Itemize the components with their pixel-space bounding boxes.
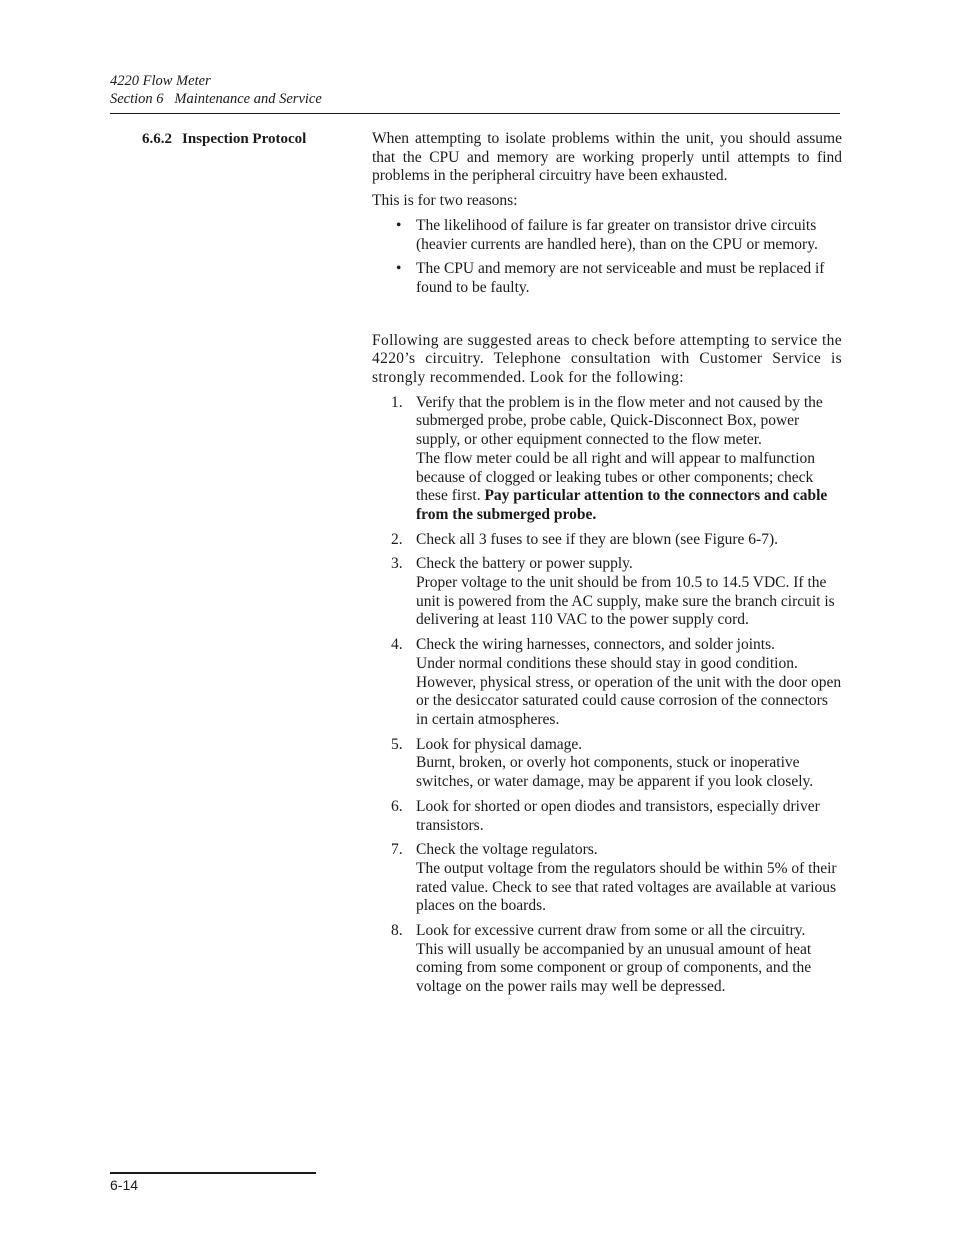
checklist-item-6 — [372, 798, 842, 835]
step-heading: Verify that the problem is in the flow meter and not caused by the submerged probe, probe cable, Quick-Disconnect Box, power supply, or other equipment connected to the flow meter. — [416, 393, 823, 449]
step-number: 1. — [391, 393, 403, 411]
step-heading: Check all 3 fuses to see if they are blown (see Figure 6-7). — [416, 530, 778, 548]
step-detail: This will usually be accompanied by an unusual amount of heat coming from some component or group of components, and the voltage on the power rails may well be depressed. — [416, 940, 812, 996]
header-section-title: Section 6 Maintenance and Service — [110, 91, 322, 107]
checklist-item-5 — [372, 736, 842, 792]
step-heading: Look for excessive current draw from some or all the circuitry. — [416, 922, 806, 940]
step-number: 8. — [391, 922, 403, 940]
step-emphasis: Pay particular attention to the connectors and cable from the submerged probe. — [416, 487, 828, 523]
step-detail — [416, 450, 842, 525]
step-detail: Under normal conditions these should stay in good condition. However, physical stress, or operation of the unit with the door open or the desiccator saturated could cause corrosion of the connectors in certain atmospheres. — [416, 654, 842, 728]
bullet-icon: • — [396, 216, 402, 234]
checklist-item-4 — [372, 636, 842, 730]
section-heading — [142, 130, 306, 148]
checklist-item-8 — [372, 922, 842, 997]
step-heading: Check the battery or power supply. — [416, 555, 633, 573]
checklist-item-3 — [372, 555, 842, 630]
running-header — [110, 72, 322, 108]
step-number: 5. — [391, 735, 403, 753]
reason-text: The CPU and memory are not serviceable and must be replaced if found to be faulty. — [416, 260, 825, 296]
section-number: 6.6.2 — [142, 131, 172, 147]
step-number: 4. — [391, 636, 403, 654]
step-heading: Check the voltage regulators. — [416, 841, 598, 859]
reason-item — [372, 217, 842, 254]
paragraph-spacer — [372, 304, 842, 332]
step-detail-text: The flow meter could be all right and will appear to malfunction because of clogged or leaking tubes or other components; check these first. — [416, 449, 815, 505]
step-heading: Look for physical damage. — [416, 735, 583, 753]
step-heading: Check the wiring harnesses, connectors, and solder joints. — [416, 636, 775, 654]
step-number: 3. — [391, 555, 403, 573]
page-number: 6-14 — [110, 1177, 139, 1193]
checklist — [372, 394, 842, 997]
step-number: 6. — [391, 797, 403, 815]
footer-rule — [110, 1172, 316, 1174]
step-number: 7. — [391, 841, 403, 859]
step-number: 2. — [391, 530, 403, 548]
section-title: Inspection Protocol — [182, 131, 307, 147]
header-rule — [110, 113, 840, 114]
reasons-lead: This is for two reasons: — [372, 192, 518, 210]
reason-text: The likelihood of failure is far greater on transistor drive circuits (heavier currents are handled here), than on the CPU or memory. — [416, 216, 818, 253]
step-heading: Look for shorted or open diodes and transistors, especially driver transistors. — [416, 797, 820, 834]
bullet-icon: • — [396, 260, 402, 278]
reason-item — [372, 260, 842, 297]
reasons-list — [372, 217, 842, 298]
checklist-item-1 — [372, 394, 842, 525]
checklist-lead: Following are suggested areas to check before attempting to service the 4220’s circuitry. Telephone consultation with Customer Service is strongly recommended. Look for the following: — [372, 331, 842, 387]
header-document-title: 4220 Flow Meter — [110, 73, 211, 89]
intro-paragraph: When attempting to isolate problems within the unit, you should assume that the CPU and memory are working properly until attempts to find problems in the peripheral circuitry have been exhausted. — [372, 130, 842, 185]
step-detail: The output voltage from the regulators should be within 5% of their rated value. Check to see that rated voltages are available at various places on the boards. — [416, 859, 837, 915]
section-body — [372, 130, 842, 1003]
checklist-item-7 — [372, 841, 842, 916]
step-detail: Proper voltage to the unit should be from 10.5 to 14.5 VDC. If the unit is powered from the AC supply, make sure the branch circuit is delivering at least 110 VAC to the power supply cord. — [416, 574, 835, 629]
step-detail: Burnt, broken, or overly hot components, stuck or inoperative switches, or water damage, may be apparent if you look closely. — [416, 754, 814, 791]
checklist-item-2 — [372, 531, 842, 550]
